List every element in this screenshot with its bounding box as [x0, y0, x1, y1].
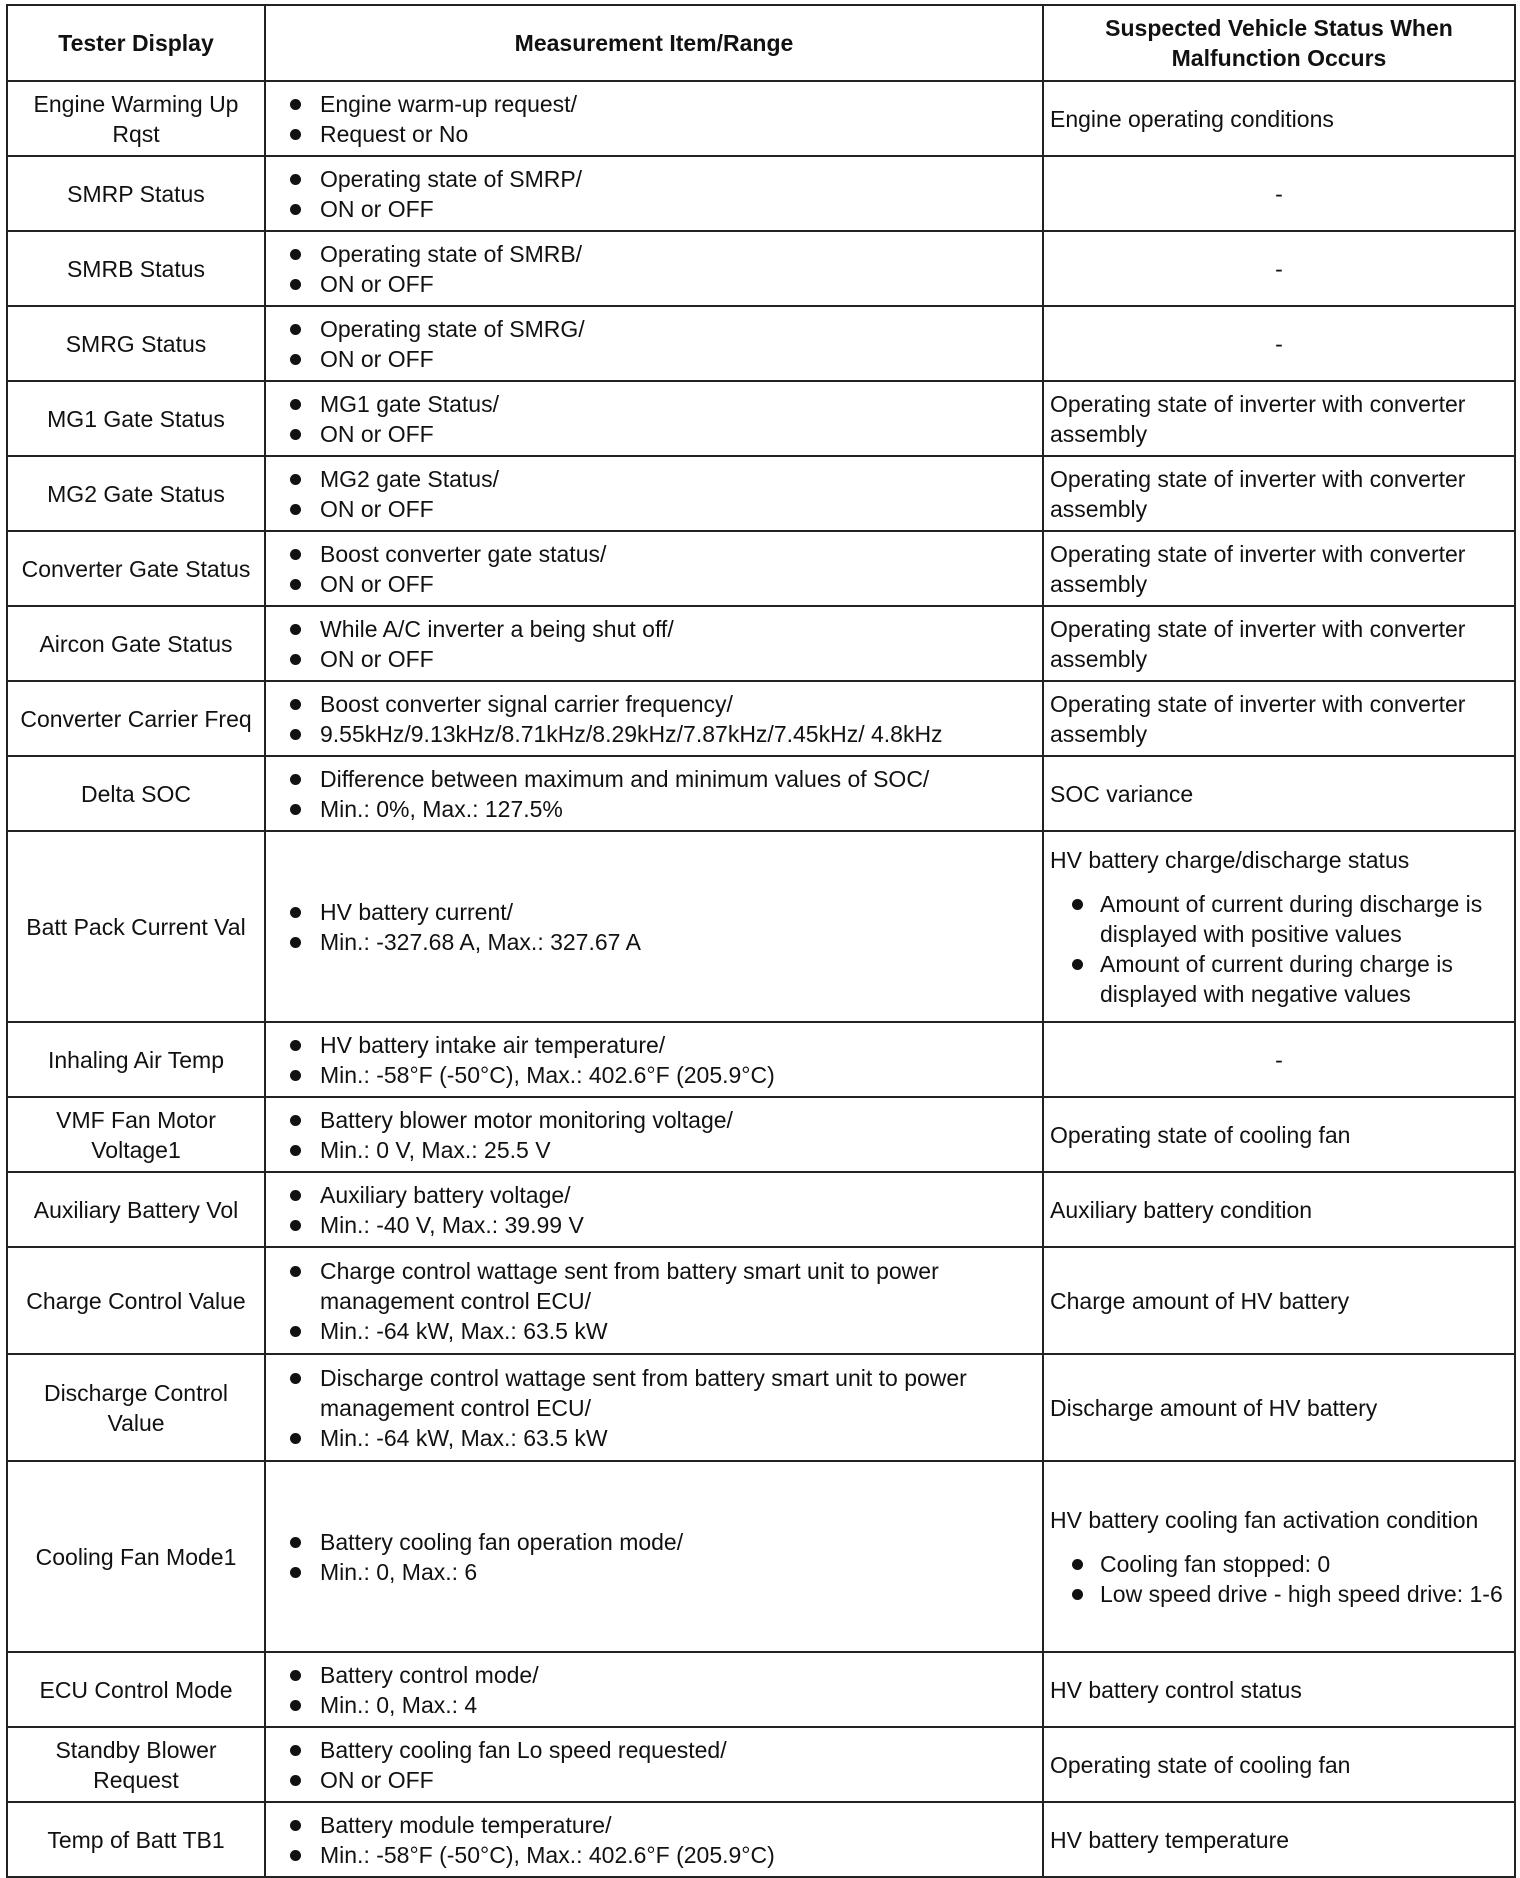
measurement-cell [265, 156, 1043, 231]
suspected-status-text: HV battery cooling fan activation condition [1050, 1506, 1479, 1533]
tester-display-cell: SMRG Status [7, 306, 265, 381]
measurement-cell [265, 306, 1043, 381]
measurement-list [286, 614, 1034, 674]
measurement-item: Min.: 0 V, Max.: 25.5 V [286, 1135, 1034, 1165]
tester-display-cell: Engine Warming Up Rqst [7, 81, 265, 156]
measurement-item: Operating state of SMRP/ [286, 164, 1034, 194]
suspected-status-text: Operating state of inverter with converter assembly [1050, 615, 1466, 672]
measurement-item: Boost converter gate status/ [286, 539, 1034, 569]
header-row [7, 5, 1515, 81]
measurement-item: Auxiliary battery voltage/ [286, 1180, 1034, 1210]
suspected-status-text: SOC variance [1050, 780, 1194, 807]
table-row [7, 381, 1515, 456]
measurement-list [286, 1030, 1034, 1090]
tester-display-cell: ECU Control Mode [7, 1652, 265, 1727]
table-row [7, 1652, 1515, 1727]
measurement-cell [265, 531, 1043, 606]
measurement-item: Min.: -58°F (-50°C), Max.: 402.6°F (205.9°C) [286, 1840, 1034, 1870]
table-row [7, 1461, 1515, 1652]
suspected-status-text: HV battery charge/discharge status [1050, 846, 1410, 873]
measurement-cell [265, 1097, 1043, 1172]
data-list-table [6, 4, 1516, 1878]
tester-display-cell: MG1 Gate Status [7, 381, 265, 456]
table-row [7, 81, 1515, 156]
header-suspected-status: Suspected Vehicle Status When Malfunction Occurs [1043, 5, 1515, 81]
measurement-list [286, 1810, 1034, 1870]
tester-display-cell: Discharge Control Value [7, 1354, 265, 1461]
tester-display-cell: SMRP Status [7, 156, 265, 231]
measurement-list [286, 1105, 1034, 1165]
measurement-cell [265, 81, 1043, 156]
suspected-status-text: Operating state of inverter with converter assembly [1050, 690, 1466, 747]
table-body [7, 81, 1515, 1877]
table-row [7, 1354, 1515, 1461]
suspected-status-cell [1043, 1247, 1515, 1354]
suspected-status-cell [1043, 381, 1515, 456]
measurement-item: Min.: -64 kW, Max.: 63.5 kW [286, 1316, 1034, 1346]
measurement-list [286, 89, 1034, 149]
measurement-item: Min.: -58°F (-50°C), Max.: 402.6°F (205.9°C) [286, 1060, 1034, 1090]
tester-display-cell: VMF Fan Motor Voltage1 [7, 1097, 265, 1172]
suspected-status-cell [1043, 1354, 1515, 1461]
measurement-item: Battery cooling fan Lo speed requested/ [286, 1735, 1034, 1765]
measurement-cell [265, 1247, 1043, 1354]
measurement-item: ON or OFF [286, 419, 1034, 449]
measurement-list [286, 464, 1034, 524]
suspected-status-cell [1043, 1802, 1515, 1877]
measurement-cell [265, 681, 1043, 756]
suspected-status-cell [1043, 1172, 1515, 1247]
measurement-list [286, 314, 1034, 374]
header-tester-display: Tester Display [7, 5, 265, 81]
table-header [7, 5, 1515, 81]
measurement-item: While A/C inverter a being shut off/ [286, 614, 1034, 644]
table-row [7, 306, 1515, 381]
table-row [7, 231, 1515, 306]
table-row [7, 1097, 1515, 1172]
measurement-item: Min.: 0%, Max.: 127.5% [286, 794, 1034, 824]
measurement-cell [265, 831, 1043, 1022]
measurement-item: HV battery current/ [286, 897, 1034, 927]
suspected-status-cell [1043, 306, 1515, 381]
measurement-item: Difference between maximum and minimum values of SOC/ [286, 764, 1034, 794]
measurement-item: Battery blower motor monitoring voltage/ [286, 1105, 1034, 1135]
data-list-sheet [6, 4, 1514, 1878]
measurement-item: Engine warm-up request/ [286, 89, 1034, 119]
suspected-status-cell [1043, 756, 1515, 831]
measurement-item: Battery cooling fan operation mode/ [286, 1527, 1034, 1557]
measurement-item: HV battery intake air temperature/ [286, 1030, 1034, 1060]
suspected-status-cell [1043, 1022, 1515, 1097]
suspected-status-text: Operating state of cooling fan [1050, 1751, 1351, 1778]
table-row [7, 1022, 1515, 1097]
suspected-status-text: - [1275, 330, 1283, 357]
tester-display-cell: Batt Pack Current Val [7, 831, 265, 1022]
measurement-cell [265, 1354, 1043, 1461]
measurement-item: ON or OFF [286, 269, 1034, 299]
measurement-cell [265, 1652, 1043, 1727]
measurement-item: MG1 gate Status/ [286, 389, 1034, 419]
tester-display-cell: SMRB Status [7, 231, 265, 306]
suspected-status-text: - [1275, 180, 1283, 207]
suspected-status-text: Auxiliary battery condition [1050, 1196, 1313, 1223]
measurement-item: Discharge control wattage sent from battery smart unit to power management control ECU/ [286, 1363, 1034, 1423]
measurement-item: ON or OFF [286, 194, 1034, 224]
measurement-cell [265, 381, 1043, 456]
measurement-item: Battery module temperature/ [286, 1810, 1034, 1840]
suspected-status-cell [1043, 1652, 1515, 1727]
measurement-cell [265, 1022, 1043, 1097]
suspected-status-cell [1043, 1097, 1515, 1172]
measurement-item: Request or No [286, 119, 1034, 149]
header-measurement-item: Measurement Item/Range [265, 5, 1043, 81]
suspected-status-text: HV battery control status [1050, 1676, 1302, 1703]
table-row [7, 1247, 1515, 1354]
measurement-list [286, 1363, 1034, 1453]
tester-display-cell: Converter Gate Status [7, 531, 265, 606]
measurement-item: Operating state of SMRB/ [286, 239, 1034, 269]
tester-display-cell: Delta SOC [7, 756, 265, 831]
table-row [7, 606, 1515, 681]
measurement-cell [265, 231, 1043, 306]
suspected-status-cell [1043, 831, 1515, 1022]
measurement-item: 9.55kHz/9.13kHz/8.71kHz/8.29kHz/7.87kHz/7.45kHz/ 4.8kHz [286, 719, 1034, 749]
measurement-item: ON or OFF [286, 569, 1034, 599]
suspected-status-cell [1043, 81, 1515, 156]
measurement-list [286, 1256, 1034, 1346]
measurement-item: Boost converter signal carrier frequency/ [286, 689, 1034, 719]
tester-display-cell: Inhaling Air Temp [7, 1022, 265, 1097]
tester-display-cell: Standby Blower Request [7, 1727, 265, 1802]
measurement-item: Battery control mode/ [286, 1660, 1034, 1690]
table-row [7, 681, 1515, 756]
status-bullet: Amount of current during charge is displayed with negative values [1070, 949, 1508, 1009]
tester-display-cell: Cooling Fan Mode1 [7, 1461, 265, 1652]
measurement-item: Min.: -64 kW, Max.: 63.5 kW [286, 1423, 1034, 1453]
suspected-status-text: Operating state of cooling fan [1050, 1121, 1351, 1148]
suspected-status-text: - [1275, 1046, 1283, 1073]
measurement-item: ON or OFF [286, 1765, 1034, 1795]
suspected-status-text: Operating state of inverter with converter assembly [1050, 465, 1466, 522]
measurement-list [286, 764, 1034, 824]
measurement-cell [265, 456, 1043, 531]
suspected-status-cell [1043, 231, 1515, 306]
measurement-list [286, 1660, 1034, 1720]
measurement-item: ON or OFF [286, 494, 1034, 524]
status-bullet: Low speed drive - high speed drive: 1-6 [1070, 1579, 1508, 1609]
measurement-item: Min.: 0, Max.: 4 [286, 1690, 1034, 1720]
tester-display-cell: Converter Carrier Freq [7, 681, 265, 756]
measurement-item: ON or OFF [286, 344, 1034, 374]
measurement-cell [265, 1727, 1043, 1802]
status-bullet: Cooling fan stopped: 0 [1070, 1549, 1508, 1579]
measurement-list [286, 239, 1034, 299]
suspected-status-cell [1043, 456, 1515, 531]
measurement-list [286, 897, 1034, 957]
suspected-status-text: Operating state of inverter with converter assembly [1050, 390, 1466, 447]
table-row [7, 756, 1515, 831]
measurement-item: Min.: 0, Max.: 6 [286, 1557, 1034, 1587]
tester-display-cell: Temp of Batt TB1 [7, 1802, 265, 1877]
measurement-item: Min.: -327.68 A, Max.: 327.67 A [286, 927, 1034, 957]
suspected-status-cell [1043, 531, 1515, 606]
measurement-list [286, 164, 1034, 224]
measurement-cell [265, 756, 1043, 831]
measurement-item: Operating state of SMRG/ [286, 314, 1034, 344]
suspected-status-cell [1043, 606, 1515, 681]
measurement-cell [265, 1172, 1043, 1247]
measurement-item: Charge control wattage sent from battery smart unit to power management control ECU/ [286, 1256, 1034, 1316]
measurement-item: Min.: -40 V, Max.: 39.99 V [286, 1210, 1034, 1240]
tester-display-cell: Auxiliary Battery Vol [7, 1172, 265, 1247]
table-row [7, 531, 1515, 606]
table-row [7, 1727, 1515, 1802]
table-row [7, 1802, 1515, 1877]
suspected-status-text: Engine operating conditions [1050, 105, 1334, 132]
suspected-status-text: HV battery temperature [1050, 1826, 1290, 1853]
suspected-status-text: - [1275, 255, 1283, 282]
tester-display-cell: Charge Control Value [7, 1247, 265, 1354]
measurement-list [286, 1180, 1034, 1240]
measurement-cell [265, 1461, 1043, 1652]
suspected-status-cell [1043, 1727, 1515, 1802]
measurement-list [286, 539, 1034, 599]
table-row [7, 1172, 1515, 1247]
suspected-status-text: Operating state of inverter with converter assembly [1050, 540, 1466, 597]
tester-display-cell: Aircon Gate Status [7, 606, 265, 681]
measurement-item: MG2 gate Status/ [286, 464, 1034, 494]
table-row [7, 456, 1515, 531]
measurement-list [286, 1735, 1034, 1795]
tester-display-cell: MG2 Gate Status [7, 456, 265, 531]
measurement-cell [265, 606, 1043, 681]
suspected-status-cell [1043, 156, 1515, 231]
measurement-cell [265, 1802, 1043, 1877]
measurement-list [286, 689, 1034, 749]
suspected-status-text: Discharge amount of HV battery [1050, 1394, 1378, 1421]
status-bullet-list [1050, 889, 1508, 1009]
measurement-list [286, 389, 1034, 449]
table-row [7, 156, 1515, 231]
status-bullet: Amount of current during discharge is displayed with positive values [1070, 889, 1508, 949]
status-bullet-list [1050, 1549, 1508, 1609]
suspected-status-cell [1043, 1461, 1515, 1652]
measurement-item: ON or OFF [286, 644, 1034, 674]
table-row [7, 831, 1515, 1022]
measurement-list [286, 1527, 1034, 1587]
suspected-status-text: Charge amount of HV battery [1050, 1287, 1350, 1314]
suspected-status-cell [1043, 681, 1515, 756]
